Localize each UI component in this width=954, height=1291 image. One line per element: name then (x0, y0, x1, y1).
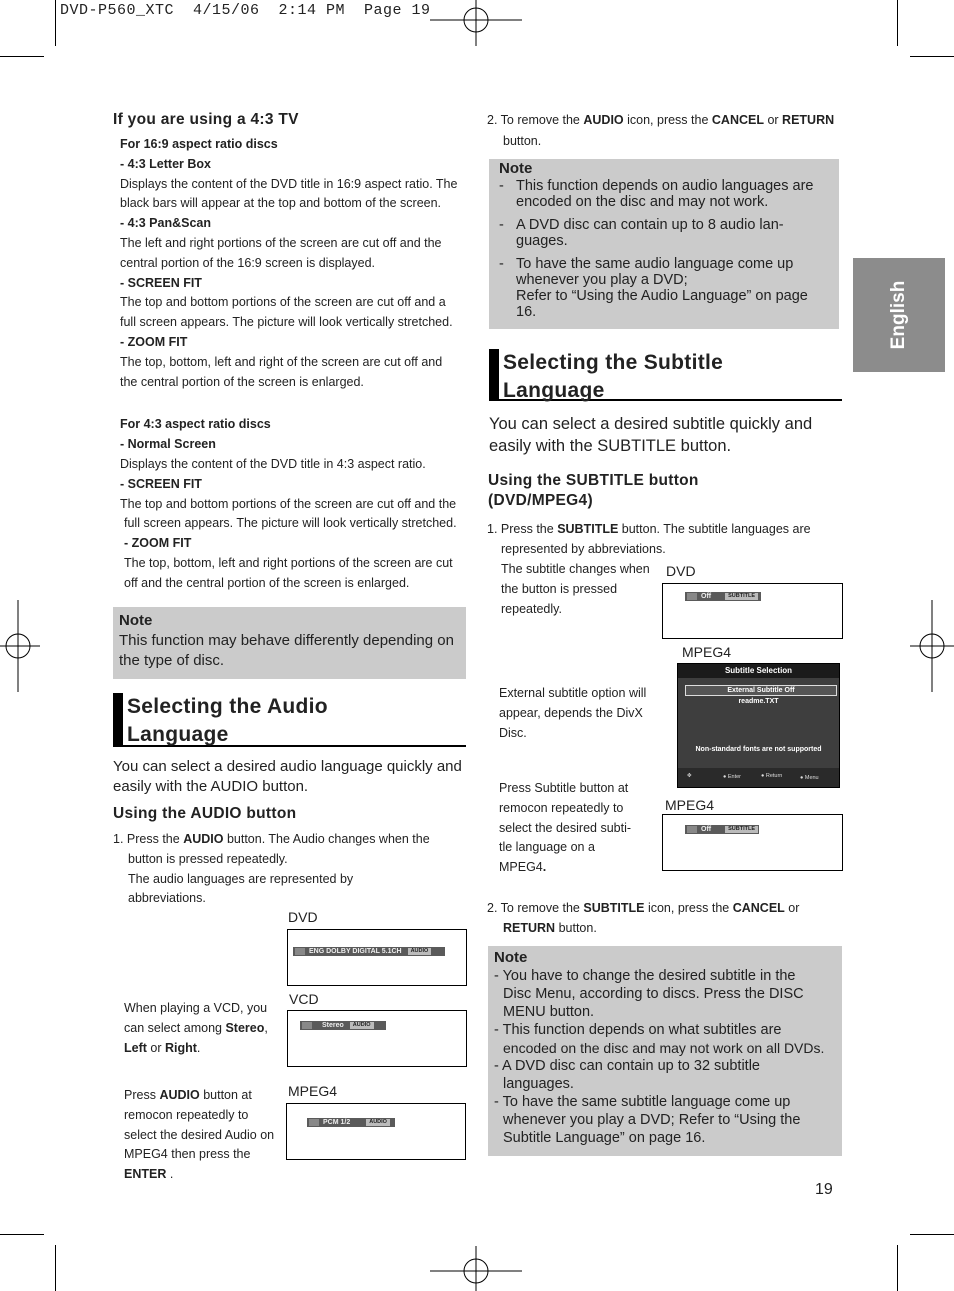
subtitle-dvd-label: DVD (666, 563, 696, 579)
subtitle-step1: 1. Press the SUBTITLE button. The subtitle languages are represented by abbreviations. (487, 522, 811, 556)
subtitle-dvd-screen (662, 583, 843, 639)
menu-external-subtitle-option[interactable]: External Subtitle Off (685, 685, 837, 696)
menu-footer (678, 768, 839, 787)
audio-section-title: Selecting the Audio Language (113, 693, 466, 747)
subtitle-mpeg4-osd: Off SUBTITLE (685, 825, 759, 834)
audio-step1: 1. Press the AUDIO button. The Audio changes when the button is pressed repeatedly. The audio languages are represented by abbreviations. (113, 832, 430, 906)
menu-font-warning: Non-standard fonts are not supported (695, 746, 822, 753)
subtitle-mpeg4-screen (662, 814, 843, 871)
note-subtitle: Note - You have to change the desired subtitle in the Disc Menu, according to discs. Press the DISC MENU button. - This function depends on what subtitles are encoded on the disc and may not work on all DVDs. - A DVD disc can contain up to 32 subtitle languages. - To have the same subtitle language come up whenever you play a DVD; Refer to “Using the Subtitle Language” on page 16. (488, 946, 842, 1156)
audio-subheading: Using the AUDIO button (113, 805, 297, 822)
speaker-icon (295, 948, 305, 955)
note-disc-behaviour: Note This function may behave differently depending on the type of disc. (113, 607, 466, 679)
audio-lead: You can select a desired audio language quickly and easily with the AUDIO button. (113, 758, 462, 795)
subtitle-section-title: Selecting the Subtitle Language (489, 349, 842, 401)
audio-remove-step: 2. To remove the AUDIO icon, press the CANCEL or RETURN button. (487, 113, 835, 148)
speaker-icon (302, 1022, 312, 1029)
subtitle-dvd-osd: Off SUBTITLE (685, 592, 761, 601)
subtitle-mpeg4-label-1: MPEG4 (682, 644, 732, 660)
audio-vcd-osd: Stereo AUDIO (300, 1021, 386, 1030)
subtitle-external-text: External subtitle option will appear, depends the DivX Disc. (499, 686, 647, 740)
menu-hint: ● Menu (800, 775, 819, 781)
subtitle-subheading: Using the SUBTITLE button (DVD/MPEG4) (488, 472, 699, 509)
navigation-arrows-icon: ✥ (687, 773, 692, 779)
subtitle-selection-menu (677, 663, 840, 788)
audio-vcd-screen (287, 1010, 467, 1067)
subtitle-remove-step: 2. To remove the SUBTITLE icon, press the CANCEL or RETURN button. (487, 901, 800, 935)
page-number: 19 (815, 1181, 833, 1198)
print-header: DVD-P560_XTC 4/15/06 2:14 PM Page 19 (60, 2, 431, 19)
note-audio: Note - This function depends on audio languages are encoded on the disc and may not work. - A DVD disc can contain up to 8 audio lan- guages. - To have the same audio language come up whenever you play a DVD; Refer to “Using the Audio Language” on page 16. (489, 159, 839, 329)
tv43-heading: If you are using a 4:3 TV (113, 111, 299, 128)
audio-vcd-label: VCD (289, 991, 319, 1007)
audio-mpeg4-label: MPEG4 (288, 1083, 338, 1099)
menu-file-name: readme.TXT (738, 698, 779, 705)
enter-hint: ● Enter (723, 774, 742, 780)
subtitle-press-text: Press Subtitle button at remocon repeatedly to select the desired subti- tle language on a MPEG4. (499, 781, 632, 875)
subtitle-mpeg4-label-2: MPEG4 (665, 797, 715, 813)
audio-vcd-text: When playing a VCD, you can select among Stereo, Left or Right. (124, 1001, 268, 1055)
menu-title: Subtitle Selection (678, 664, 839, 678)
audio-dvd-label: DVD (288, 909, 318, 925)
subtitle-change-text: The subtitle changes when the button is pressed repeatedly. (501, 562, 650, 616)
speaker-icon (309, 1119, 319, 1126)
tv43-body: For 16:9 aspect ratio discs - 4:3 Letter Box Displays the content of the DVD title in 16:9 aspect ratio. The black bars will appear at the top and bottom of the screen. - 4:3 Pan&Scan The left and right portions of the screen are cut off and the central portion of the 16:9 screen is displayed. - SCREEN FIT The top and bottom portions of the screen are cut off and a full screen appears. The picture will look vertically stretched. - ZOOM FIT The top, bottom, left and right of the screen are cut off and the central portion of the screen is enlarged. For 4:3 aspect ratio discs - Normal Screen Displays the content of the DVD title in 4:3 aspect ratio. - SCREEN FIT The top and bottom portions of the screen are cut off and the full screen appears. The picture will look vertically stretched. - ZOOM FIT The top, bottom, left and right portions of the screen are cut off and the central portion of the screen is enlarged. (120, 137, 458, 590)
language-side-tab: English (853, 258, 945, 372)
audio-mpeg4-osd: PCM 1/2 AUDIO (307, 1118, 395, 1127)
subtitle-icon (687, 593, 697, 600)
audio-press-text: Press AUDIO button at remocon repeatedly to select the desired Audio on MPEG4 then press the ENTER . (124, 1088, 275, 1182)
audio-mpeg4-screen (286, 1103, 466, 1160)
return-hint: ● Return (761, 773, 783, 779)
audio-dvd-screen (287, 929, 467, 986)
subtitle-icon (687, 826, 697, 833)
audio-dvd-osd: ENG DOLBY DIGITAL 5.1CH AUDIO (293, 947, 445, 956)
subtitle-lead: You can select a desired subtitle quickly and easily with the SUBTITLE button. (489, 415, 813, 455)
